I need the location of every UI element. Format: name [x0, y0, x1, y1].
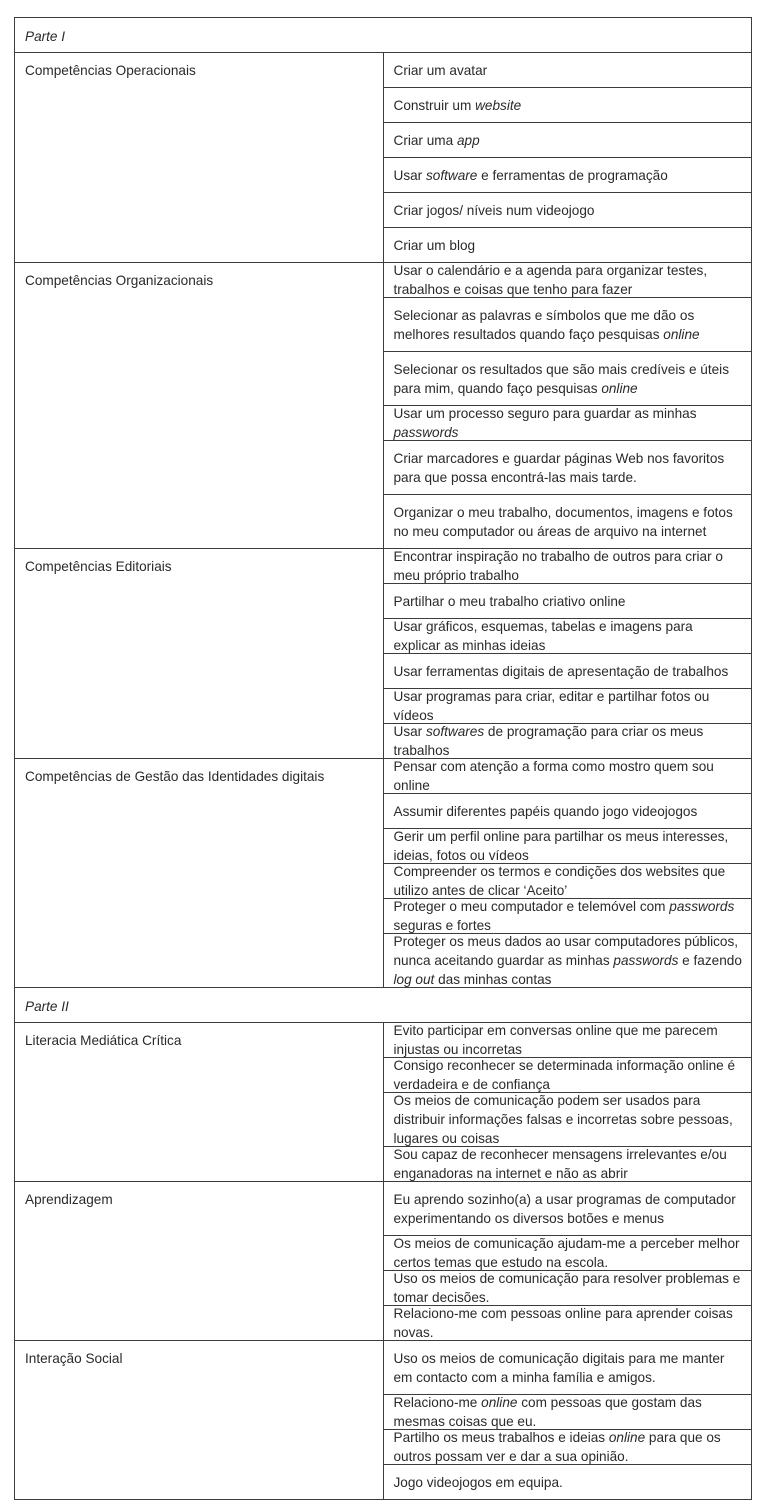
- competency-item: [383, 689, 752, 724]
- category-label: Aprendizagem: [15, 1182, 384, 1341]
- emphasis-text: passwords: [669, 899, 735, 914]
- section-header: [15, 18, 752, 53]
- competency-text: Gerir um perfil online para partilhar os meus interesses, ideias, fotos ou vídeos: [393, 829, 729, 863]
- competency-text: Partilho os meus trabalhos e ideias online para que os outros possam ver e dar a sua opinião.: [393, 1430, 721, 1464]
- competency-text: Compreender os termos e condições dos websites que utilizo antes de clicar ‘Aceito’: [393, 864, 726, 898]
- emphasis-text: online: [663, 326, 700, 342]
- competency-text: Usar programas para criar, editar e partilhar fotos ou vídeos: [393, 689, 710, 723]
- emphasis-text: log out: [393, 972, 435, 987]
- competency-row: [15, 549, 752, 584]
- competency-item: [383, 1306, 752, 1341]
- competency-text: Eu aprendo sozinho(a) a usar programas de computador experimentando os diversos botões e menus: [393, 1191, 736, 1226]
- competency-text: Usar software e ferramentas de programação: [393, 167, 668, 183]
- competency-item: [383, 406, 752, 441]
- category-label: Competências Operacionais: [15, 53, 384, 263]
- competency-item: [383, 1395, 752, 1430]
- competency-text: Criar um avatar: [393, 62, 488, 78]
- competency-item: [383, 1271, 752, 1306]
- competency-item: [383, 934, 752, 988]
- competency-text: Proteger o meu computador e telemóvel com passwords seguras e fortes: [393, 899, 735, 933]
- emphasis-text: passwords: [393, 425, 459, 440]
- competency-text: Usar gráficos, esquemas, tabelas e imagens para explicar as minhas ideias: [393, 619, 693, 653]
- competency-text: Criar marcadores e guardar páginas Web nos favoritos para que possa encontrá-las mais tarde.: [393, 450, 725, 485]
- emphasis-text: softwares: [425, 724, 485, 739]
- competency-item: [383, 1093, 752, 1147]
- competency-row: [15, 759, 752, 794]
- competency-text: Sou capaz de reconhecer mensagens irrelevantes e/ou enganadoras na internet e não as abrir: [393, 1147, 727, 1181]
- section-header-row: [15, 18, 752, 53]
- section-header: [15, 988, 752, 1023]
- competency-item: [383, 1341, 752, 1395]
- competency-text: Selecionar as palavras e símbolos que me dão os melhores resultados quando faço pesquisas online: [393, 307, 700, 342]
- category-label: Literacia Mediática Crítica: [15, 1023, 384, 1182]
- competency-text: Criar jogos/ níveis num videojogo: [393, 202, 595, 218]
- competency-item: [383, 1058, 752, 1093]
- competency-item: [383, 53, 752, 88]
- competency-item: [383, 158, 752, 193]
- competency-row: [15, 263, 752, 298]
- competency-text: Jogo videojogos em equipa.: [393, 1474, 563, 1490]
- competency-item: [383, 864, 752, 899]
- category-label: Competências Organizacionais: [15, 263, 384, 549]
- competency-text: Criar uma app: [393, 132, 480, 148]
- competency-item: [383, 584, 752, 619]
- competency-item: [383, 1023, 752, 1058]
- competency-item: [383, 1182, 752, 1236]
- emphasis-text: online: [608, 1430, 646, 1445]
- competency-item: [383, 193, 752, 228]
- competency-item: [383, 654, 752, 689]
- competency-table: [14, 17, 752, 1500]
- competency-item: [383, 619, 752, 654]
- section-title: Parte II: [25, 999, 69, 1014]
- competency-item: [383, 123, 752, 158]
- emphasis-text: online: [481, 1395, 518, 1410]
- competency-text: Os meios de comunicação podem ser usados para distribuir informações falsas e incorretas sobre pessoas, lugares ou coisas: [393, 1093, 733, 1146]
- emphasis-text: passwords: [613, 953, 679, 968]
- competency-text: Selecionar os resultados que são mais credíveis e úteis para mim, quando faço pesquisas online: [393, 361, 729, 396]
- competency-item: [383, 352, 752, 406]
- competency-text: Pensar com atenção a forma como mostro quem sou online: [393, 759, 714, 793]
- competency-item: [383, 1236, 752, 1271]
- competency-item: [383, 298, 752, 352]
- competency-text: Proteger os meus dados ao usar computadores públicos, nunca aceitando guardar as minhas passwords e fazendo log out das minhas contas: [393, 934, 742, 987]
- competency-text: Usar o calendário e a agenda para organizar testes, trabalhos e coisas que tenho para fazer: [393, 263, 708, 297]
- competency-text: Relaciono-me online com pessoas que gostam das mesmas coisas que eu.: [393, 1395, 702, 1429]
- competency-text: Os meios de comunicação ajudam-me a perceber melhor certos temas que estudo na escola.: [393, 1236, 740, 1270]
- competency-text: Usar um processo seguro para guardar as minhas passwords: [393, 406, 697, 440]
- competency-item: [383, 263, 752, 298]
- competency-text: Usar ferramentas digitais de apresentação de trabalhos: [393, 663, 729, 679]
- competency-item: [383, 829, 752, 864]
- competency-text: Criar um blog: [393, 237, 476, 253]
- competency-row: [15, 1023, 752, 1058]
- competency-item: [383, 759, 752, 794]
- competency-item: [383, 495, 752, 549]
- competency-row: [15, 1341, 752, 1395]
- competency-item: [383, 1430, 752, 1465]
- competency-item: [383, 441, 752, 495]
- competency-text: Evito participar em conversas online que me parecem injustas ou incorretas: [393, 1023, 718, 1057]
- competency-text: Relaciono-me com pessoas online para aprender coisas novas.: [393, 1306, 733, 1340]
- competency-text: Uso os meios de comunicação para resolver problemas e tomar decisões.: [393, 1271, 741, 1305]
- competency-text: Partilhar o meu trabalho criativo online: [393, 593, 626, 609]
- competency-item: [383, 794, 752, 829]
- section-title: Parte I: [25, 29, 66, 44]
- competency-text: Usar softwares de programação para criar os meus trabalhos: [393, 724, 704, 758]
- competency-text: Organizar o meu trabalho, documentos, imagens e fotos no meu computador ou áreas de arquivo na internet: [393, 504, 733, 539]
- competency-item: [383, 899, 752, 934]
- category-label: Competências de Gestão das Identidades digitais: [15, 759, 384, 988]
- competency-row: [15, 53, 752, 88]
- competency-item: [383, 1465, 752, 1500]
- competency-item: [383, 1147, 752, 1182]
- emphasis-text: website: [475, 97, 522, 113]
- competency-text: Uso os meios de comunicação digitais para me manter em contacto com a minha família e amigos.: [393, 1350, 725, 1385]
- competency-text: Consigo reconhecer se determinada informação online é verdadeira e de confiança: [393, 1058, 736, 1092]
- competency-item: [383, 228, 752, 263]
- competency-text: Encontrar inspiração no trabalho de outros para criar o meu próprio trabalho: [393, 549, 723, 583]
- emphasis-text: software: [425, 167, 478, 183]
- section-header-row: [15, 988, 752, 1023]
- competency-item: [383, 724, 752, 759]
- competency-row: [15, 1182, 752, 1236]
- category-label: Competências Editoriais: [15, 549, 384, 759]
- emphasis-text: app: [456, 132, 480, 148]
- competency-item: [383, 88, 752, 123]
- competencies-sheet: [14, 17, 752, 1500]
- competency-text: Construir um website: [393, 97, 522, 113]
- emphasis-text: online: [601, 380, 638, 396]
- competency-text: Assumir diferentes papéis quando jogo videojogos: [393, 803, 698, 819]
- category-label: Interação Social: [15, 1341, 384, 1500]
- competency-item: [383, 549, 752, 584]
